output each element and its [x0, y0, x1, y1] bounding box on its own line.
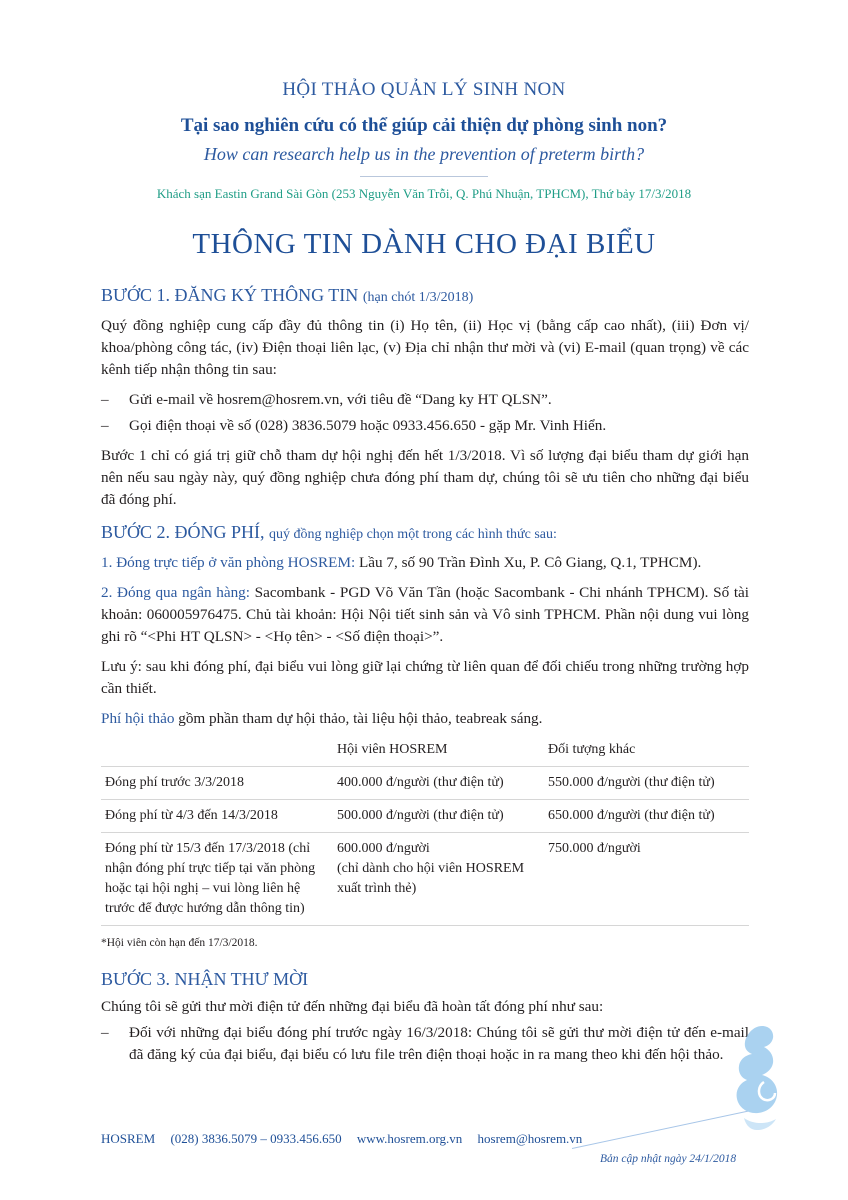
step1-note: Bước 1 chỉ có giá trị giữ chỗ tham dự hội nghị đến hết 1/3/2018. Vì số lượng đại biểu tham dự giới hạn nên nếu sau ngày này, quý đồng nghiệp chưa đóng phí tham dự, chúng tôi sẽ ưu tiên cho những đại biểu đã đóng phí.	[101, 447, 749, 508]
table-cell: Đóng phí từ 4/3 đến 14/3/2018	[101, 800, 333, 833]
footer	[101, 1131, 594, 1147]
option1-text: Lầu 7, số 90 Trần Đình Xu, P. Cô Giang, Q.1, TPHCM).	[358, 554, 702, 571]
payment-option-2	[101, 582, 749, 648]
footer-website[interactable]: www.hosrem.org.vn	[356, 1131, 463, 1146]
footer-phones: (028) 3836.5079 – 0933.456.650	[170, 1131, 342, 1146]
document-title: THÔNG TIN DÀNH CHO ĐẠI BIỂU	[192, 228, 656, 260]
table-header-member: Hội viên HOSREM	[337, 742, 448, 757]
step1-bullet-email: Gửi e-mail về hosrem@hosrem.vn, với tiêu đề “Dang ky HT QLSN”.	[129, 391, 552, 408]
table-header-other: Đối tượng khác	[548, 742, 636, 757]
payment-option-1	[101, 552, 749, 574]
row3-member-note: (chỉ dành cho hội viên HOSREM xuất trình thẻ)	[337, 861, 525, 896]
step3-heading: BƯỚC 3. NHẬN THƯ MỜI	[101, 969, 309, 989]
option2-text: Sacombank - PGD Võ Văn Tần (hoặc Sacombank - Chi nhánh TPHCM). Số tài khoản: 060005976475. Chủ tài khoản: Hội Nội tiết sinh sản và Vô sinh TPHCM. Phần nội dung vui lòng ghi rõ “<Phi HT QLSN> - <Họ tên> - <Số điện thoại>”.	[101, 584, 750, 645]
venue-line: Khách sạn Eastin Grand Sài Gòn (253 Nguyễn Văn Trỗi, Q. Phú Nhuận, TPHCM), Thứ bảy 17/3/2018	[156, 186, 692, 201]
step1-paragraph: Quý đồng nghiệp cung cấp đầy đủ thông tin (i) Họ tên, (ii) Học vị (bằng cấp cao nhất), (iii) Đơn vị/ khoa/phòng công tác, (iv) Điện thoại liên lạc, (v) Địa chỉ nhận thư mời và (vi) E-mail (quan trọng) về các kênh tiếp nhận thông tin sau:	[101, 317, 749, 378]
table-header-row	[101, 734, 749, 767]
footer-divider	[572, 1111, 748, 1149]
option1-label: 1. Đóng trực tiếp ở văn phòng HOSREM:	[101, 554, 356, 571]
main-content	[101, 284, 749, 1070]
fees-table	[101, 734, 749, 926]
step1-title: BƯỚC 1. ĐĂNG KÝ THÔNG TIN	[101, 285, 359, 305]
payment-note: Lưu ý: sau khi đóng phí, đại biểu vui lòng giữ lại chứng từ liên quan để đối chiếu trong những trường hợp cần thiết.	[101, 658, 749, 697]
table-cell: 500.000 đ/người (thư điện tử)	[333, 800, 544, 833]
conference-subtitle-english: How can research help us in the prevention of preterm birth?	[203, 144, 645, 164]
table-row	[101, 800, 749, 833]
table-row	[101, 767, 749, 800]
table-row	[101, 833, 749, 926]
step1-deadline: (hạn chót 1/3/2018)	[362, 290, 474, 305]
table-cell: Đóng phí từ 15/3 đến 17/3/2018 (chỉ nhận đóng phí trực tiếp tại văn phòng hoặc tại hội nghị – vui lòng liên hệ trước để được hướng dẫn thông tin)	[101, 833, 333, 926]
step3-bullet: Đối với những đại biểu đóng phí trước ngày 16/3/2018: Chúng tôi sẽ gửi thư mời điện tử đến e-mail đã đăng ký của đại biểu, đại biểu có lưu file trên điện thoại hoặc in ra mang theo khi đến hội thảo.	[129, 1024, 749, 1063]
step2-heading-note: quý đồng nghiệp chọn một trong các hình thức sau:	[268, 527, 557, 542]
list-item: – Đối với những đại biểu đóng phí trước ngày 16/3/2018: Chúng tôi sẽ gửi thư mời điện tử đến e-mail đã đăng ký của đại biểu, đại biểu có lưu file trên điện thoại hoặc in ra mang theo khi đến hội thảo.	[101, 1024, 749, 1063]
fee-text: gồm phần tham dự hội thảo, tài liệu hội thảo, teabreak sáng.	[178, 710, 543, 727]
table-cell: 550.000 đ/người (thư điện tử)	[544, 767, 749, 800]
table-cell: 750.000 đ/người	[544, 833, 749, 926]
step3-paragraph: Chúng tôi sẽ gửi thư mời điện tử đến những đại biểu đã hoàn tất đóng phí như sau:	[101, 998, 604, 1015]
conference-subtitle: Tại sao nghiên cứu có thể giúp cải thiện dự phòng sinh non?	[180, 115, 668, 136]
list-item: – Gọi điện thoại về số (028) 3836.5079 hoặc 0933.456.650 - gặp Mr. Vinh Hiển.	[101, 417, 607, 434]
table-cell: Đóng phí trước 3/3/2018	[101, 767, 333, 800]
fee-label: Phí hội thảo	[101, 710, 175, 727]
mother-silhouette-logo-icon	[724, 1022, 794, 1132]
footer-email[interactable]: hosrem@hosrem.vn	[477, 1131, 583, 1146]
list-item: – Gửi e-mail về hosrem@hosrem.vn, với tiêu đề “Dang ky HT QLSN”.	[101, 391, 552, 408]
step2-heading	[101, 521, 749, 546]
step1-heading	[101, 284, 749, 309]
fee-description	[101, 708, 749, 730]
table-footnote: *Hội viên còn hạn đến 17/3/2018.	[101, 937, 258, 949]
table-header-cell	[101, 734, 333, 767]
step1-bullet-phone: Gọi điện thoại về số (028) 3836.5079 hoặc 0933.456.650 - gặp Mr. Vinh Hiển.	[129, 417, 607, 434]
option2-label: 2. Đóng qua ngân hàng:	[101, 584, 250, 601]
conference-title: HỘI THẢO QUẢN LÝ SINH NON	[282, 79, 566, 100]
step2-title: BƯỚC 2. ĐÓNG PHÍ,	[101, 522, 265, 542]
table-cell: 650.000 đ/người (thư điện tử)	[544, 800, 749, 833]
update-date: Bản cập nhật ngày 24/1/2018	[600, 1153, 737, 1165]
row3-member-fee: 600.000 đ/người	[337, 841, 430, 856]
footer-org: HOSREM	[101, 1131, 156, 1146]
table-cell: 400.000 đ/người (thư điện tử)	[333, 767, 544, 800]
title-divider	[360, 176, 488, 177]
table-cell	[333, 833, 544, 926]
